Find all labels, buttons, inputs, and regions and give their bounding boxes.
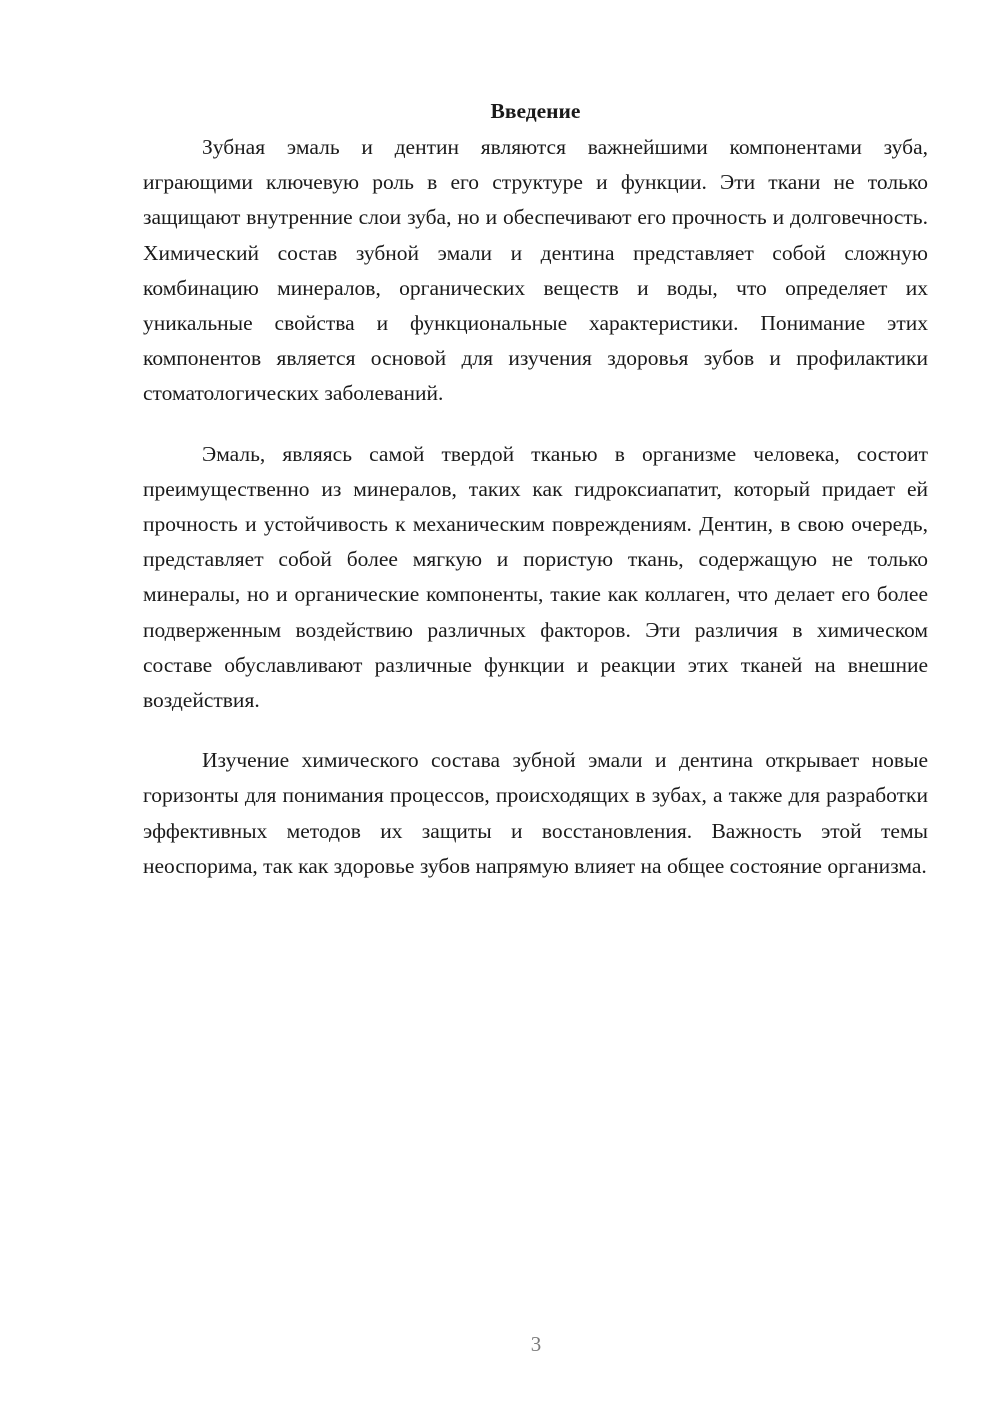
paragraph-1: Зубная эмаль и дентин являются важнейшими компонентами зуба, играющими ключевую роль в его структуре и функции. Эти ткани не только защищают внутренние слои зуба, но и обеспечивают его прочность и долговечность. Химический состав зубной эмали и дентина представляет собой сложную комбинацию минералов, органических веществ и воды, что определяет их уникальные свойства и функциональные характеристики. Понимание этих компонентов является основой для изучения здоровья зубов и профилактики стоматологических заболеваний. (143, 135, 928, 406)
section-title: Введение (490, 99, 581, 123)
document-body (143, 92, 928, 884)
paragraph-3: Изучение химического состава зубной эмали и дентина открывает новые горизонты для понимания процессов, происходящих в зубах, а также для разработки эффективных методов их защиты и восстановления. Важность этой темы неоспорима, так как здоровье зубов напрямую влияет на общее состояние организма. (143, 748, 928, 878)
page-number: 3 (530, 1332, 542, 1356)
paragraph-2: Эмаль, являясь самой твердой тканью в организме человека, состоит преимущественно из минералов, таких как гидроксиапатит, который придает ей прочность и устойчивость к механическим повреждениям. Дентин, в свою очередь, представляет собой более мягкую и пористую ткань, содержащую не только минералы, но и органические компоненты, такие как коллаген, что делает его более подверженным воздействию различных факторов. Эти различия в химическом составе обуславливают различные функции и реакции этих тканей на внешние воздействия. (143, 441, 928, 713)
